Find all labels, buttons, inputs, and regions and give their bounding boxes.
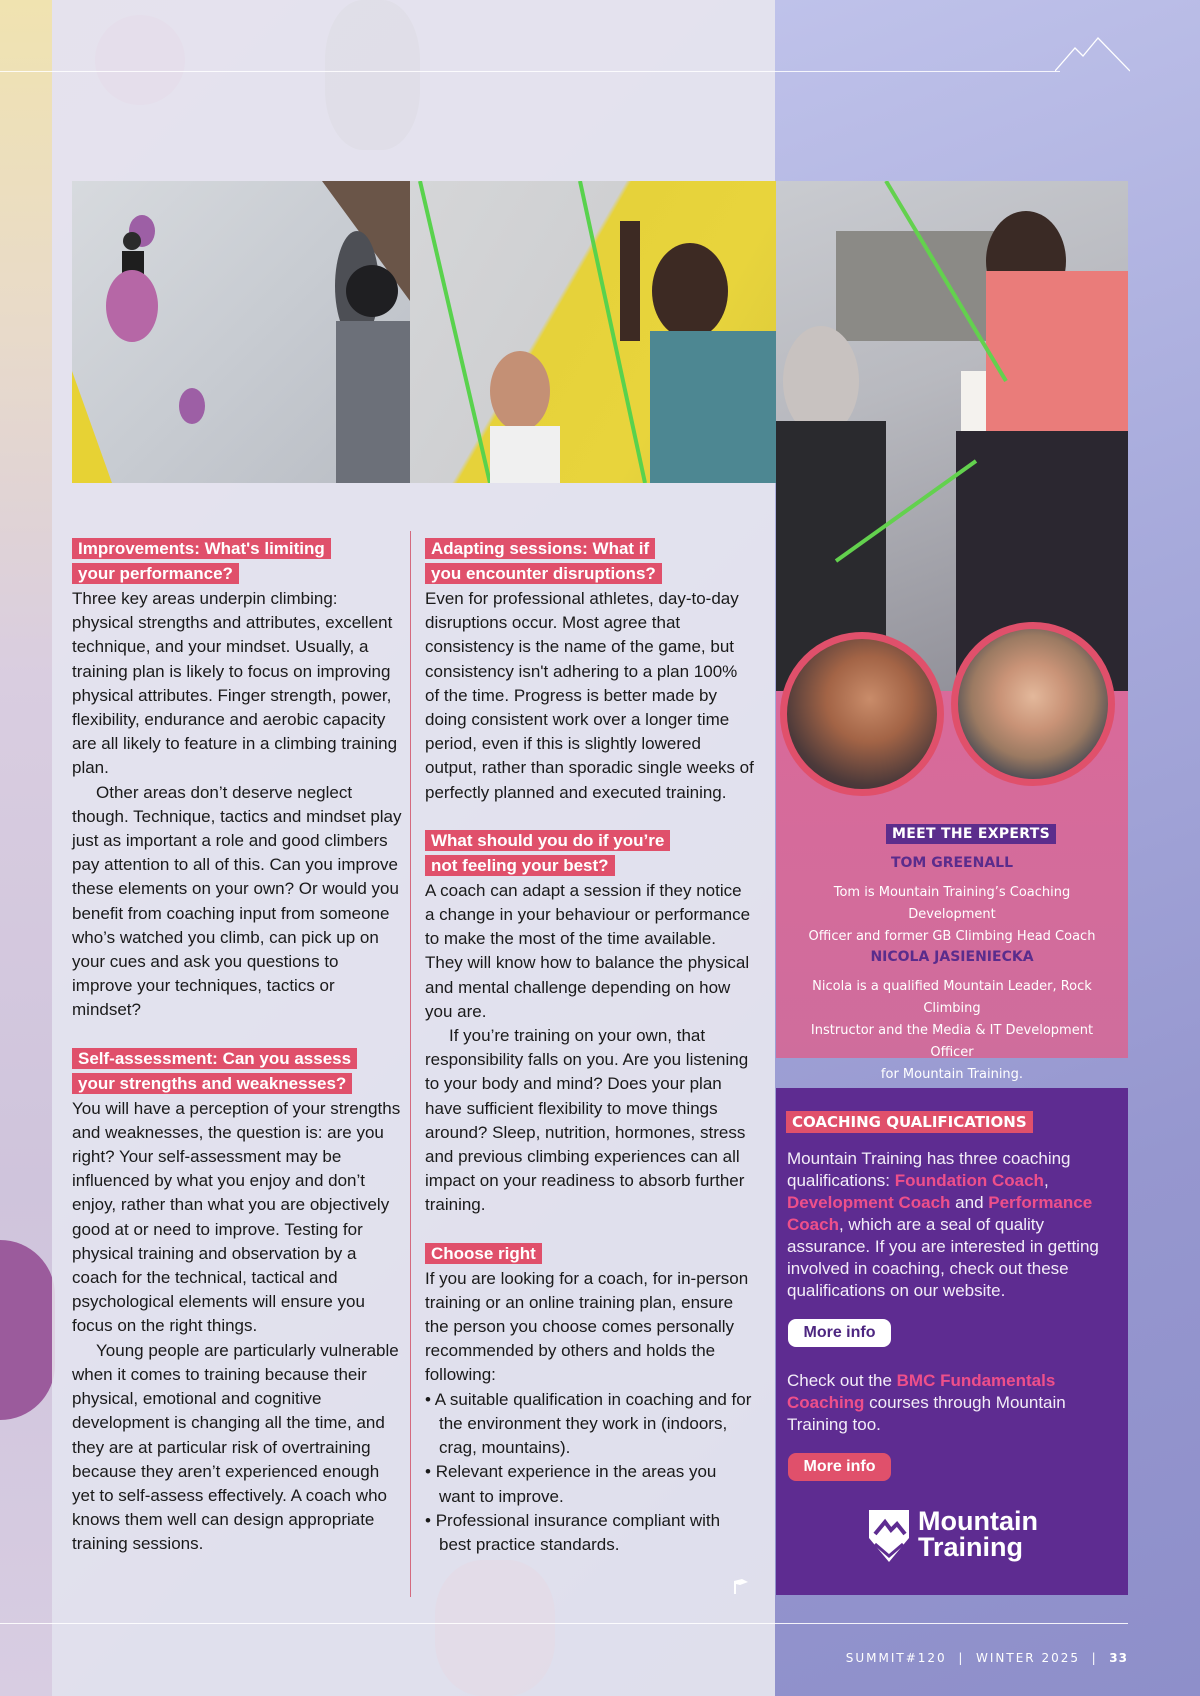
list-item: • Relevant experience in the areas you want to improve.: [425, 1460, 755, 1508]
photo-climbers-looking-up: [410, 181, 776, 483]
section-heading: Improvements: What's limiting your performance?: [72, 537, 402, 587]
coaching-title: COACHING QUALIFICATIONS: [786, 1111, 1033, 1133]
list-item: • A suitable qualification in coaching and for the environment they work in (indoors, crag, mountains).: [425, 1388, 755, 1461]
article-column-left: [72, 537, 402, 1557]
expert-description: Tom is Mountain Training’s Coaching Development Officer and former GB Climbing Head Coach: [808, 885, 1096, 944]
article-column-middle: [425, 537, 755, 1557]
column-divider: [410, 531, 411, 1597]
requirements-list: [425, 1388, 755, 1557]
climbing-hold-decoration: [0, 1240, 55, 1420]
experts-title: MEET THE EXPERTS: [886, 824, 1056, 844]
paragraph: Even for professional athletes, day-to-day disruptions occur. Most agree that consistency is the name of the game, but consistency isn't adhering to a plan 100% of the time. Progress is better made by doing consistent work over a longer time period, even if this is slightly lowered output, rather than sporadic single weeks of perfectly planned and executed training.: [425, 589, 754, 802]
mountain-training-logo-icon: [867, 1508, 911, 1564]
section-heading: What should you do if you’re not feeling your best?: [425, 829, 755, 879]
background-strip-left: [0, 0, 52, 1696]
expert-name: TOM GREENALL: [890, 855, 1014, 871]
development-coach-link[interactable]: Development Coach: [787, 1193, 951, 1212]
more-info-button[interactable]: More info: [788, 1319, 891, 1347]
page-number: 33: [1109, 1651, 1128, 1665]
expert-description: Nicola is a qualified Mountain Leader, Rock Climbing Instructor and the Media & IT Development Officer for Mountain Training.: [810, 979, 1094, 1082]
section-heading: Self-assessment: Can you assess your strengths and weaknesses?: [72, 1047, 402, 1097]
mountain-training-logo-text: Mountain Training: [918, 1506, 1038, 1562]
paragraph: A coach can adapt a session if they notice a change in your behaviour or performance to make the most of the time available. They will know how to balance the physical and mental challenge depending on how you are.: [425, 880, 751, 1021]
header-rule: [0, 71, 1060, 72]
foundation-coach-link[interactable]: Foundation Coach: [894, 1171, 1044, 1190]
bmc-fundamentals-link[interactable]: BMC Fundamentals Coaching: [787, 1371, 1056, 1412]
list-item: • Professional insurance compliant with best practice standards.: [425, 1509, 755, 1557]
coaching-paragraph: Mountain Training has three coaching qualifications: Foundation Coach, Development Coach and Performance Coach, which are a seal of quality assurance. If you are interested in getting involved in coaching, check out these qualifications on our website.: [787, 1149, 1099, 1300]
footer-rule: [0, 1623, 1128, 1624]
paragraph: Young people are particularly vulnerable when it comes to training because their physical, emotional and cognitive development is changing all the time, and they are at particular risk of overtraining because they aren’t experienced enough yet to self-assess effectively. A coach who knows them well can design appropriate training sessions.: [72, 1340, 399, 1554]
paragraph: Three key areas underpin climbing: physical strengths and attributes, excellent technique, and your mindset. Usually, a training plan is likely to focus on improving physical attributes. Finger strength, power, flexibility, endurance and aerobic capacity are all likely to feature in a climbing training plan.: [72, 589, 398, 778]
photo-rope-instruction: [776, 181, 1128, 691]
avatar-tom-greenall: [780, 632, 944, 796]
page-footer: SUMMIT#120 | WINTER 2025 | 33: [845, 1651, 1128, 1665]
performance-coach-link[interactable]: Performance Coach: [787, 1193, 1093, 1234]
flag-end-icon: [733, 1578, 749, 1594]
section-heading: Choose right: [425, 1242, 755, 1267]
expert-name: NICOLA JASIENIECKA: [870, 949, 1034, 965]
section-heading: Adapting sessions: What if you encounter disruptions?: [425, 537, 755, 587]
coaching-paragraph: Check out the BMC Fundamentals Coaching courses through Mountain Training too.: [787, 1371, 1066, 1434]
photo-bouldering-coaching: [72, 181, 410, 483]
more-info-button[interactable]: More info: [788, 1453, 891, 1481]
avatar-nicola-jasieniecka: [951, 622, 1115, 786]
paragraph: Other areas don’t deserve neglect though. Technique, tactics and mindset play just as important a role and good climbers pay attention to all of this. Can you improve these elements on your own? Or would you benefit from coaching input from someone who’s watched you climb, can pick up on your cues and ask you questions to improve your techniques, tactics or mindset?: [72, 782, 402, 1020]
paragraph: You will have a perception of your strengths and weaknesses, the question is: are you right? Your self-assessment may be influenced by what you enjoy and don’t enjoy, rather than what you are objectively good at or need to improve. Testing for physical training and observation by a coach for the technical, tactical and psychological elements will ensure you focus on the right things.: [72, 1098, 401, 1336]
mountain-outline-icon: [1055, 36, 1130, 72]
paragraph: If you are looking for a coach, for in-person training or an online training plan, ensure the person you choose comes personally recommended by others and holds the following:: [425, 1268, 749, 1385]
paragraph: If you’re training on your own, that responsibility falls on you. Are you listening to your body and mind? Does your plan have sufficient flexibility to move things around? Sleep, nutrition, hormones, stress and previous climbing experiences can all impact on your readiness to absorb further training.: [425, 1026, 749, 1215]
